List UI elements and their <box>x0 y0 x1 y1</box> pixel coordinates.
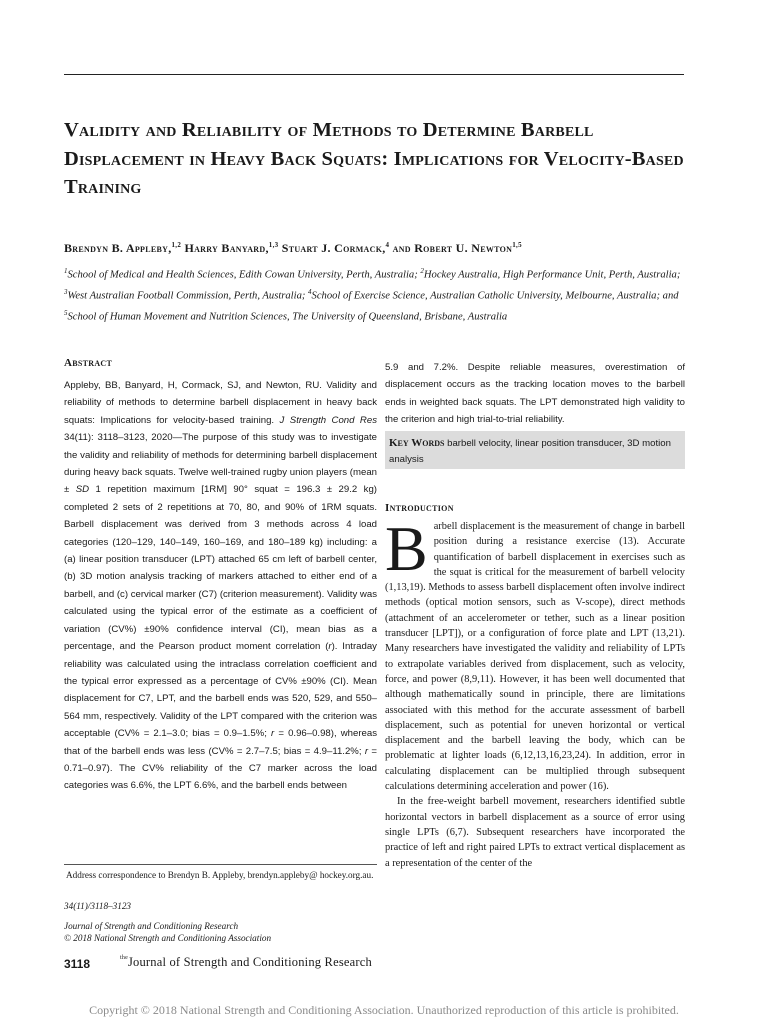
author-list <box>64 241 704 256</box>
journal-footer: $^{the}$Journal of Strength and Conditioning Research <box>120 955 372 969</box>
author-2: Harry Banyard,$^{1,3}$ <box>184 241 279 255</box>
keywords-box <box>385 431 685 469</box>
affiliations: $^1$School of Medical and Health Sciences, Edith Cowan University, Perth, Australia; $^2$Hockey Australia, High Performance Unit, Perth, Australia; $^3$West Australian Football Commission, Perth, Australia; $^4$School of Exercise Science, Australian Catholic University, Melbourne, Australia; and $^5$School of Human Movement and Nutrition Sciences, The University of Queensland, Brisbane, Australia <box>64 267 681 323</box>
page-number: 3118 <box>64 957 91 971</box>
journal-note: Journal of Strength and Conditioning Research <box>64 921 239 931</box>
author-3: Stuart J. Cormack,$^4$ <box>281 241 390 255</box>
copyright-notice: Copyright © 2018 National Strength and Conditioning Association. Unauthorized reproduction of this article is prohibited. <box>89 1003 679 1017</box>
abstract-text: Appleby, BB, Banyard, H, Cormack, SJ, and Newton, RU. Validity and reliability of methods to determine barbell displacement in heavy back squats: Implications for velocity-based training. J Strength Cond Res 34(11): 3118–3123, 2020—The purpose of this study was to investigate the validity and reliability of methods for determining barbell displacement during heavy back squats. Twelve well-trained rugby union players (mean ± SD 1 repetition maximum [1RM] 90° squat = 196.3 ± 29.2 kg) completed 2 sets of 2 repetitions at 70, 80, and 90% of 1RM squats. Barbell displacement was derived from 3 methods across 4 load categories (120–129, 140–149, 160–169, and 180–189 kg) including: a (a) linear position transducer (LPT) attached 65 cm left of barbell center, (b) 3D motion analysis tracking of markers attached to either end of a barbell, and (c) cervical marker (C7) (criterion measurement). Validity was calculated using the typical error of the estimate as a coefficient of variation (CV%) ±90% confidence interval (CI), mean bias as a percentage, and the Pearson product moment correlation (r). Intraday reliability was calculated using the intraclass correlation coefficient and the typical error expressed as a percentage of CV% ±90% (CI). Mean displacement for C7, LPT, and the barbell ends was 520, 529, and 550–564 mm, respectively. Validity of the LPT compared with the criterion was acceptable (CV% = 2.1–3.0; bias = 0.9–1.5%; r = 0.96–0.98), whereas that of the barbell ends was less (CV% = 2.7–7.5; bias = 4.9–11.2%; r = 0.71–0.97). The CV% reliability of the C7 marker across the load categories was 6.6%, the LPT 6.6%, and the barbell ends between <box>64 380 377 792</box>
citation-note: 34(11)/3118–3123 <box>64 901 132 911</box>
journal-copyright: © 2018 National Strength and Conditioning Association <box>64 933 272 943</box>
correspondence-note: Address correspondence to Brendyn B. Appleby, brendyn.appleby@ hockey.org.au. <box>66 870 374 880</box>
keywords-label: Key Words <box>389 437 445 449</box>
footnote-rule <box>64 864 377 865</box>
introduction-heading: Introduction <box>385 502 454 514</box>
intro-paragraph-2: In the free-weight barbell movement, researchers identified subtle horizontal vectors in barbell displacement as a source of error using single LPTs (6,7). Subsequent researchers have incorporated the practice of left and right paired LPTs to extract vertical displacement as a representation of the center of the <box>385 796 685 869</box>
abstract-heading: Abstract <box>64 357 113 369</box>
article-title: Validity and Reliability of Methods to Determine Barbell Displacement in Heavy Back Squats: Implications for Velocity-Based Training <box>64 119 684 198</box>
author-1: Brendyn B. Appleby,$^{1,2}$ <box>64 241 182 255</box>
keywords-text: barbell velocity, linear position transducer, 3D motion analysis <box>389 438 671 465</box>
intro-paragraph-1: Barbell displacement is the measurement of change in barbell position during a resistance exercise (13). Accurate quantification of barbell displacement in exercises such as the squat is critical for the measurement of barbell velocity (1,13,19). Methods to assess barbell displacement often involve indirect methods (optical motion sensors, such as V-scope), direct methods (attachment of an accelerometer or tether, such as a linear position transducer [LPT]), or a configuration of force plate and LPT (13,21). Many researchers have investigated the validity and reliability of LPTs to extrapolate variables derived from displacement, such as velocity, force, and power (8,9,11). However, it has been well documented that although mathematically sound in principle, there are limitations associated with this method for the accurate assessment of barbell displacement, such as potential for uneven horizontal or vertical displacement and the barbell leaving the body, which can be problematic at lighter loads (6,12,13,16,23,24). In addition, error in calculating displacement can be multiplied through subsequent calculations determining acceleration and power (16). <box>385 513 685 793</box>
drop-cap: B <box>385 513 428 584</box>
abstract-continued: 5.9 and 7.2%. Despite reliable measures, overestimation of displacement occurs as the tracking location moves to the barbell ends in weighted back squats. The LPT demonstrated high validity to the criterion and high trial-to-trial reliability. <box>385 362 685 426</box>
author-4: and Robert U. Newton$^{1,5}$ <box>392 241 522 255</box>
top-rule <box>64 74 684 75</box>
introduction-text <box>385 513 685 871</box>
